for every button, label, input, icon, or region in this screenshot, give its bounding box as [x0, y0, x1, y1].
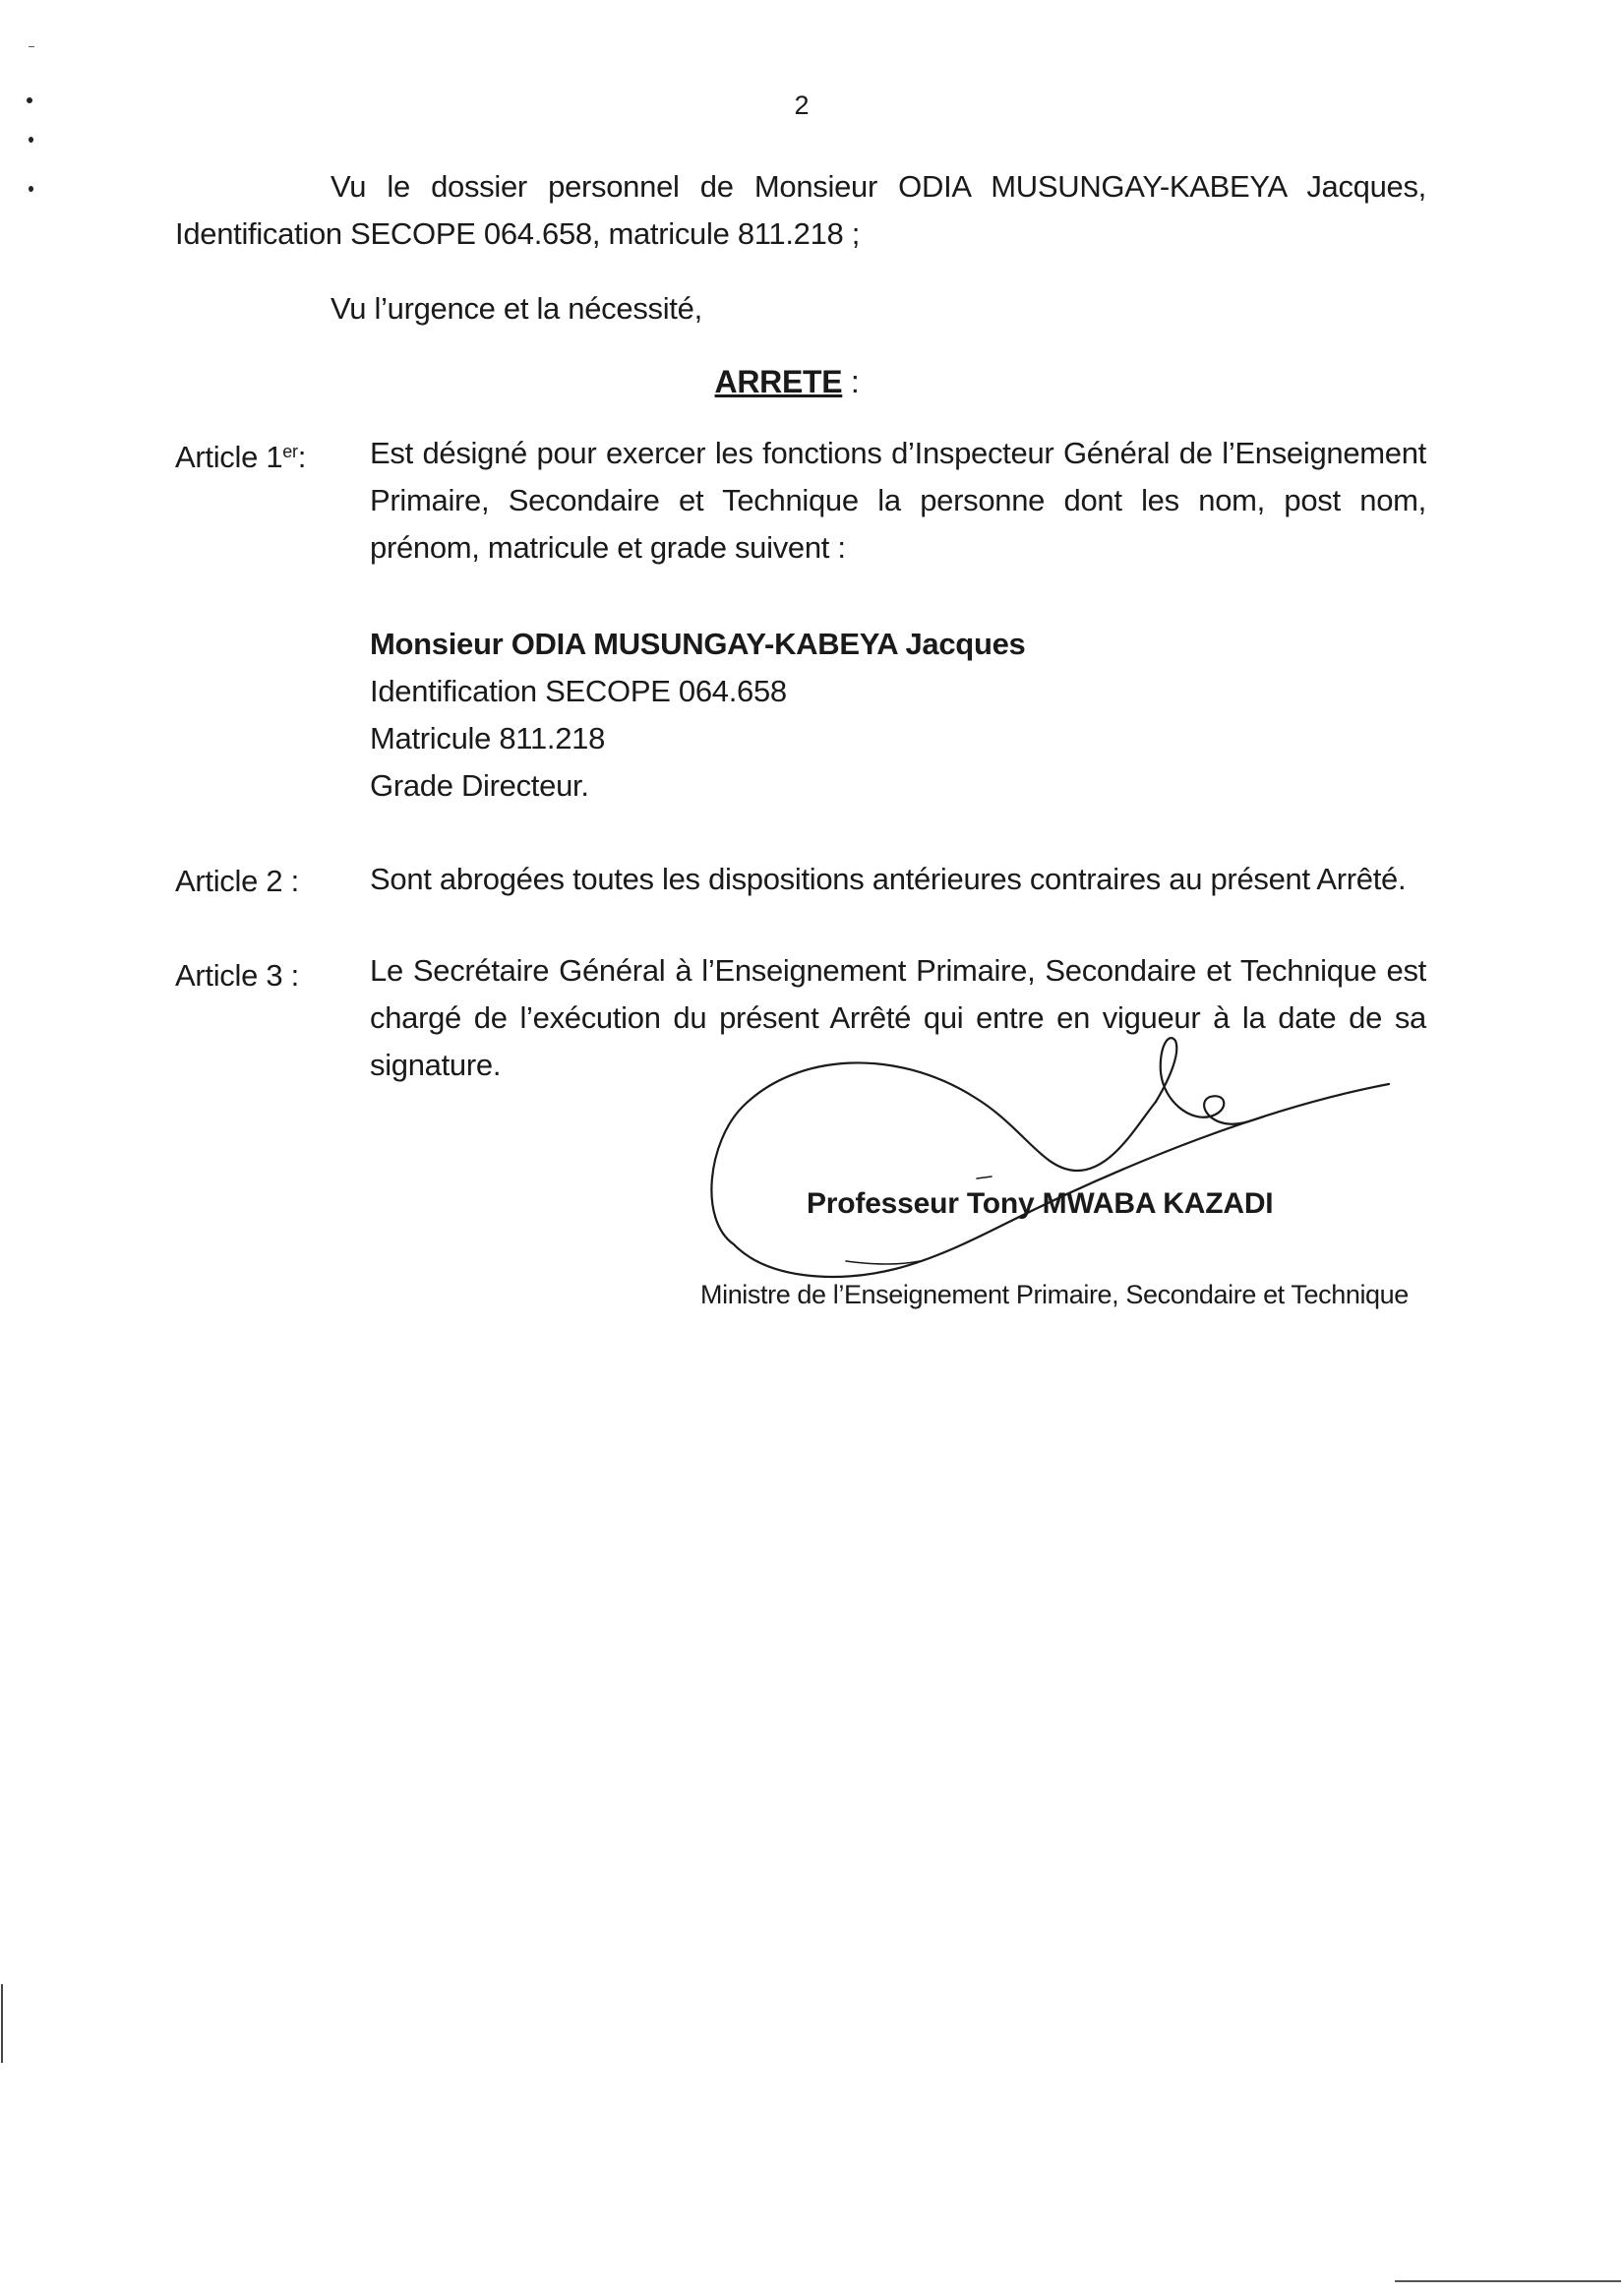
decree-title-word: ARRETE [714, 364, 843, 399]
article-2-label: Article 2 : [175, 864, 299, 898]
decree-title [590, 358, 984, 405]
article-1-label-sup: er [282, 442, 298, 461]
margin-dot [29, 186, 33, 192]
vu-urgence-paragraph: Vu l’urgence et la nécessité, [331, 291, 702, 326]
decree-title-punct: : [850, 364, 860, 399]
article-1-label-text: Article 1 [175, 440, 283, 474]
article-1-label-colon: : [297, 440, 307, 474]
appointee-matricule: Matricule 811.218 [370, 721, 606, 755]
signer-name: Professeur Tony MWABA KAZADI [807, 1187, 1274, 1220]
article-1-label [175, 434, 342, 481]
article-1-text: Est désigné pour exercer les fonctions d’Inspecteur Général de l’Enseignement Primaire, Secondaire et Technique la personne dont les nom, post nom, prénom, matricule et grade suivent : [370, 436, 1426, 565]
margin-rule [1, 1984, 3, 2063]
bottom-rule [1395, 2280, 1621, 2282]
signer-title: Ministre de l’Enseignement Primaire, Secondaire et Technique [700, 1280, 1409, 1309]
article-2-text: Sont abrogées toutes les dispositions antérieures contraires au présent Arrêté. [370, 862, 1407, 896]
article-3-label: Article 3 : [175, 958, 299, 993]
appointee-identification: Identification SECOPE 064.658 [370, 674, 787, 708]
page-number: 2 [794, 91, 810, 120]
margin-dot [29, 137, 33, 143]
appointee-grade: Grade Directeur. [370, 768, 589, 803]
article-3-text: Le Secrétaire Général à l’Enseignement Primaire, Secondaire et Technique est chargé de l’exécution du présent Arrêté qui entre en vigueur à la date de sa signature. [370, 953, 1426, 1082]
appointee-identity [370, 621, 1255, 810]
margin-dot [27, 97, 32, 103]
handwritten-signature [689, 1033, 1397, 1289]
margin-dash [29, 46, 34, 47]
appointee-name: Monsieur ODIA MUSUNGAY-KABEYA Jacques [370, 627, 1026, 661]
vu-dossier-paragraph: Vu le dossier personnel de Monsieur ODIA MUSUNGAY-KABEYA Jacques, Identification SECOPE 064.658, matricule 811.218 ; [175, 169, 1426, 251]
